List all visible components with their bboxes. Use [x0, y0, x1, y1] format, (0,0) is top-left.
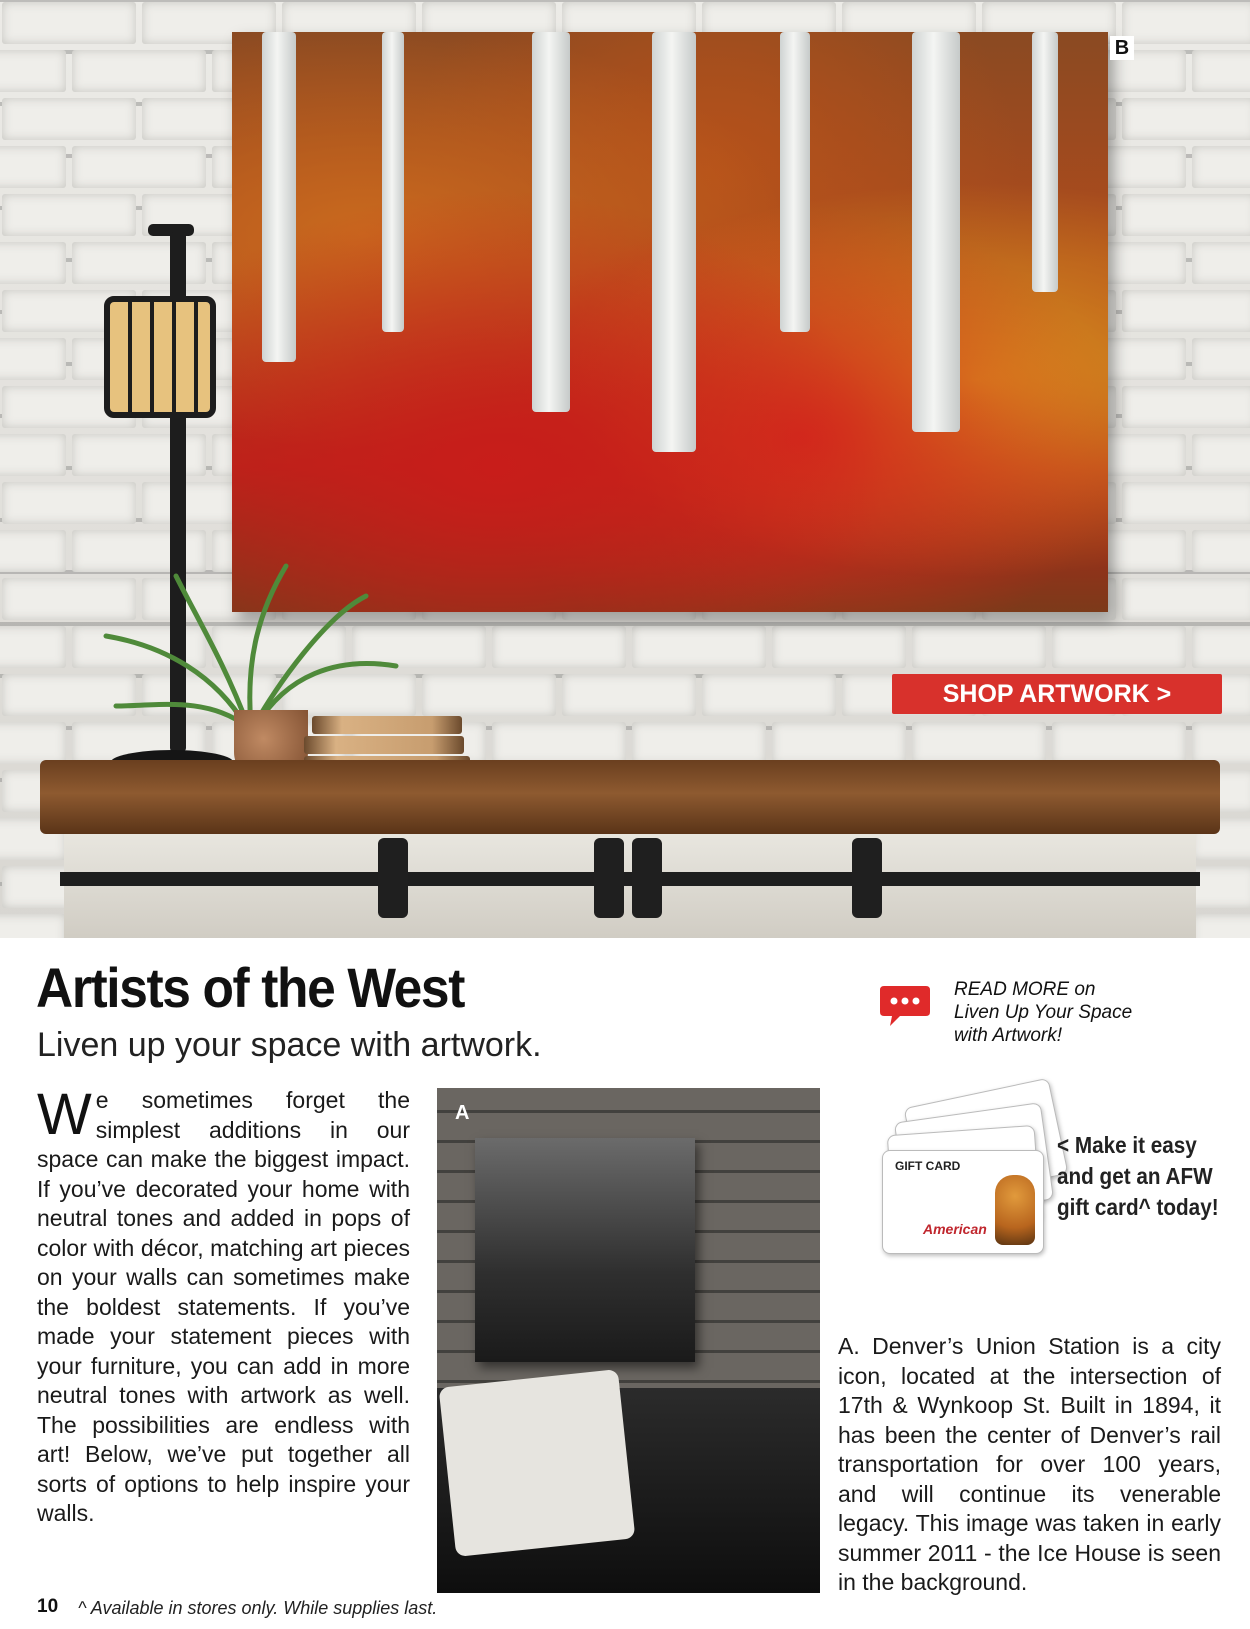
brick — [422, 674, 556, 716]
brick — [0, 626, 66, 668]
article-body — [37, 1082, 410, 1529]
brick — [0, 434, 66, 476]
brick — [912, 626, 1046, 668]
label-a: A — [455, 1102, 470, 1124]
birch-trunk — [652, 32, 696, 452]
brick — [0, 146, 66, 188]
brick — [1192, 914, 1250, 938]
article-body-text: e sometimes forget the simplest additions in our space can make the biggest impact. If you’ve decorated your home with neutral tones and added in pops of color with décor, matching art pieces on your walls can sometimes make the boldest statements. If you’ve made your statement pieces with your furniture, you can add in more neutral tones with artwork as well. The possibilities are endless with art! Below, we’ve put together all sorts of options to help inspire your walls. — [37, 1087, 410, 1526]
rail-hanger — [852, 838, 882, 918]
gift-card-promo[interactable]: < Make it easy and get an AFW gift card^ today! — [1057, 1132, 1219, 1220]
birch-trunk — [780, 32, 810, 332]
birch-trunk — [262, 32, 296, 362]
brick — [492, 722, 626, 764]
brick — [1192, 338, 1250, 380]
brick — [1192, 50, 1250, 92]
drop-cap: W — [37, 1082, 92, 1147]
tiger-mascot-icon — [995, 1175, 1035, 1245]
brick — [772, 626, 906, 668]
console-tabletop — [40, 760, 1220, 834]
brick — [1122, 194, 1250, 236]
brick — [702, 674, 836, 716]
brick — [0, 722, 66, 764]
barn-door-rail — [60, 872, 1200, 886]
brick — [0, 914, 66, 938]
brick — [1122, 98, 1250, 140]
brick — [1192, 434, 1250, 476]
birch-trunk — [532, 32, 570, 412]
birch-trunk — [382, 32, 404, 332]
brick — [492, 626, 626, 668]
lamp-cage — [104, 296, 216, 418]
brick — [72, 50, 206, 92]
brick — [2, 98, 136, 140]
skull-pillow — [439, 1369, 636, 1557]
afw-logo: American — [923, 1221, 987, 1237]
brick — [1122, 578, 1250, 620]
brick — [72, 146, 206, 188]
brick — [1122, 386, 1250, 428]
gift-card-front: GIFT CARD American — [882, 1150, 1044, 1254]
brick — [1192, 146, 1250, 188]
chat-bubble-icon — [878, 982, 932, 1028]
brick — [772, 722, 906, 764]
photo-a-caption: A. Denver’s Union Station is a city icon, located at the intersection of 17th & Wynkoop St. Built in 1894, it has been the center of Denver’s rail transportation for over 100 years, and will continue its venerable legacy. This image was taken in early summer 2011 - the Ice House is seen in the background. — [838, 1333, 1221, 1595]
brick — [912, 722, 1046, 764]
brick — [562, 674, 696, 716]
footnote: ^ Available in stores only. While supplies last. — [78, 1598, 438, 1618]
union-station-canvas — [475, 1138, 695, 1362]
gift-card-stack[interactable] — [850, 1092, 1040, 1252]
birch-trunk — [912, 32, 960, 432]
brick — [1052, 626, 1186, 668]
brick — [632, 722, 766, 764]
page-number: 10 — [37, 1596, 59, 1617]
brick — [2, 2, 136, 44]
brick — [1192, 242, 1250, 284]
brick — [0, 530, 66, 572]
rail-hanger — [378, 838, 408, 918]
brick — [0, 338, 66, 380]
rail-hanger — [632, 838, 662, 918]
console-cabinet — [64, 834, 1196, 938]
brick — [1192, 626, 1250, 668]
shop-artwork-button[interactable]: SHOP ARTWORK > — [892, 674, 1222, 714]
label-b: B — [1110, 36, 1134, 60]
article-subtitle: Liven up your space with artwork. — [37, 1026, 542, 1064]
article-title: Artists of the West — [36, 956, 464, 1019]
brick — [1052, 722, 1186, 764]
fern-plant — [96, 556, 406, 732]
brick — [1192, 530, 1250, 572]
brick — [0, 50, 66, 92]
brick — [2, 482, 136, 524]
brick — [2, 194, 136, 236]
birch-trunk — [1032, 32, 1058, 292]
brick — [1122, 290, 1250, 332]
brick — [1122, 482, 1250, 524]
brick — [1192, 722, 1250, 764]
brick — [1122, 2, 1250, 44]
forest-artwork — [232, 32, 1108, 612]
union-station-photo — [437, 1088, 820, 1593]
brick — [0, 242, 66, 284]
brick — [632, 626, 766, 668]
read-more-text: READ MORE on Liven Up Your Space with Artwork! — [954, 979, 1133, 1046]
rail-hanger — [594, 838, 624, 918]
